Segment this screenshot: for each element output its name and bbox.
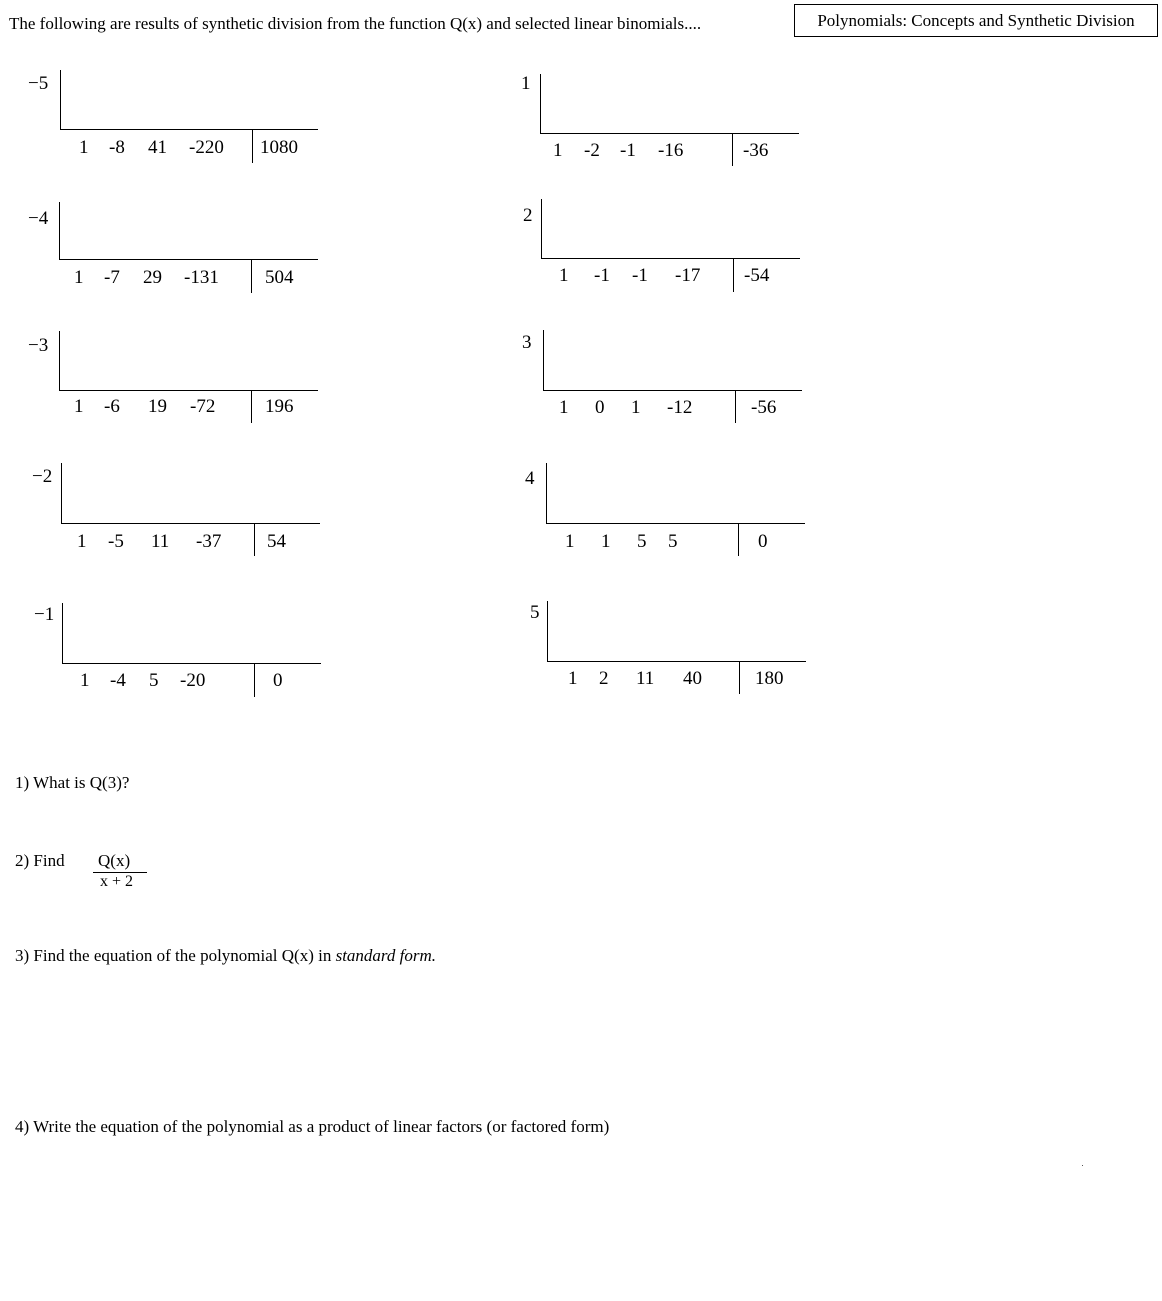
intro-text: The following are results of synthetic division from the function Q(x) and selected linear binomials.... (9, 14, 702, 33)
coefficient: 1 (559, 397, 569, 418)
remainder: 1080 (260, 137, 298, 158)
coefficient: 1 (77, 531, 87, 552)
result-line (541, 258, 800, 259)
remainder: 54 (267, 531, 286, 552)
stray-dot (1082, 1165, 1083, 1166)
divisor-bracket (59, 202, 60, 260)
divisor: −1 (34, 604, 55, 625)
coefficient: -1 (632, 265, 648, 286)
coefficient: 1 (74, 396, 84, 417)
remainder-bar (254, 664, 255, 697)
coefficient: 1 (601, 531, 611, 552)
remainder-bar (738, 524, 739, 556)
coefficient: -7 (104, 267, 120, 288)
question-3-emphasis: standard form. (335, 946, 437, 965)
coefficient: 1 (79, 137, 89, 158)
result-line (60, 129, 318, 130)
result-line (59, 259, 318, 260)
remainder: -54 (744, 265, 770, 286)
coefficient: 11 (636, 668, 655, 689)
coefficient: -16 (658, 140, 684, 161)
coefficient: 1 (631, 397, 641, 418)
coefficient: 40 (683, 668, 702, 689)
remainder: 0 (758, 531, 768, 552)
result-line (546, 523, 805, 524)
divisor-bracket (543, 330, 544, 391)
result-line (547, 661, 806, 662)
coefficient: 5 (149, 670, 159, 691)
divisor-bracket (540, 74, 541, 134)
coefficient: -131 (184, 267, 219, 288)
remainder-bar (732, 134, 733, 166)
coefficient: 5 (668, 531, 678, 552)
coefficient: -72 (190, 396, 216, 417)
coefficient: 1 (80, 670, 90, 691)
fraction-denominator: x + 2 (100, 873, 134, 890)
divisor: 3 (522, 332, 532, 353)
coefficient: -220 (189, 137, 224, 158)
worksheet-title: Polynomials: Concepts and Synthetic Division (794, 4, 1158, 37)
coefficient: 5 (637, 531, 647, 552)
remainder-bar (254, 524, 255, 556)
divisor: 2 (523, 205, 533, 226)
coefficient: -8 (109, 137, 125, 158)
coefficient: 1 (565, 531, 575, 552)
coefficient: -20 (180, 670, 206, 691)
remainder-bar (733, 259, 734, 292)
coefficient: 1 (559, 265, 569, 286)
divisor: 4 (525, 468, 535, 489)
divisor: −3 (28, 335, 49, 356)
divisor: 5 (530, 602, 540, 623)
divisor-bracket (547, 601, 548, 662)
divisor-bracket (541, 199, 542, 259)
result-line (540, 133, 799, 134)
coefficient: 29 (143, 267, 162, 288)
coefficient: -6 (104, 396, 120, 417)
remainder: 0 (273, 670, 283, 691)
result-line (543, 390, 802, 391)
remainder-bar (739, 662, 740, 694)
coefficient: 1 (553, 140, 563, 161)
result-line (61, 523, 320, 524)
remainder-bar (251, 260, 252, 293)
coefficient: 2 (599, 668, 609, 689)
remainder-bar (735, 391, 736, 423)
remainder-bar (252, 130, 253, 163)
question-3-text: 3) Find the equation of the polynomial Q(x) in (15, 946, 336, 965)
coefficient: -17 (675, 265, 701, 286)
divisor-bracket (62, 603, 63, 664)
question-4: 4) Write the equation of the polynomial as a product of linear factors (or factored form) (15, 1117, 610, 1136)
remainder: -56 (751, 397, 777, 418)
coefficient: -12 (667, 397, 693, 418)
coefficient: -5 (108, 531, 124, 552)
coefficient: -37 (196, 531, 222, 552)
coefficient: 19 (148, 396, 167, 417)
divisor: 1 (521, 73, 531, 94)
divisor-bracket (61, 463, 62, 524)
coefficient: -2 (584, 140, 600, 161)
coefficient: 0 (595, 397, 605, 418)
divisor-bracket (59, 331, 60, 391)
remainder-bar (251, 391, 252, 423)
question-1: 1) What is Q(3)? (15, 773, 130, 792)
coefficient: 41 (148, 137, 167, 158)
remainder: 196 (265, 396, 294, 417)
question-3 (15, 946, 436, 966)
coefficient: -4 (110, 670, 126, 691)
remainder: 504 (265, 267, 294, 288)
remainder: 180 (755, 668, 784, 689)
coefficient: -1 (620, 140, 636, 161)
coefficient: 11 (151, 531, 170, 552)
divisor: −5 (28, 73, 49, 94)
divisor: −2 (32, 466, 53, 487)
coefficient: 1 (74, 267, 84, 288)
divisor-bracket (60, 70, 61, 130)
question-2-label: 2) Find (15, 851, 65, 870)
fraction-numerator: Q(x) (98, 851, 131, 870)
divisor: −4 (28, 208, 49, 229)
result-line (59, 390, 318, 391)
remainder: -36 (743, 140, 769, 161)
coefficient: -1 (594, 265, 610, 286)
divisor-bracket (546, 463, 547, 524)
result-line (62, 663, 321, 664)
coefficient: 1 (568, 668, 578, 689)
